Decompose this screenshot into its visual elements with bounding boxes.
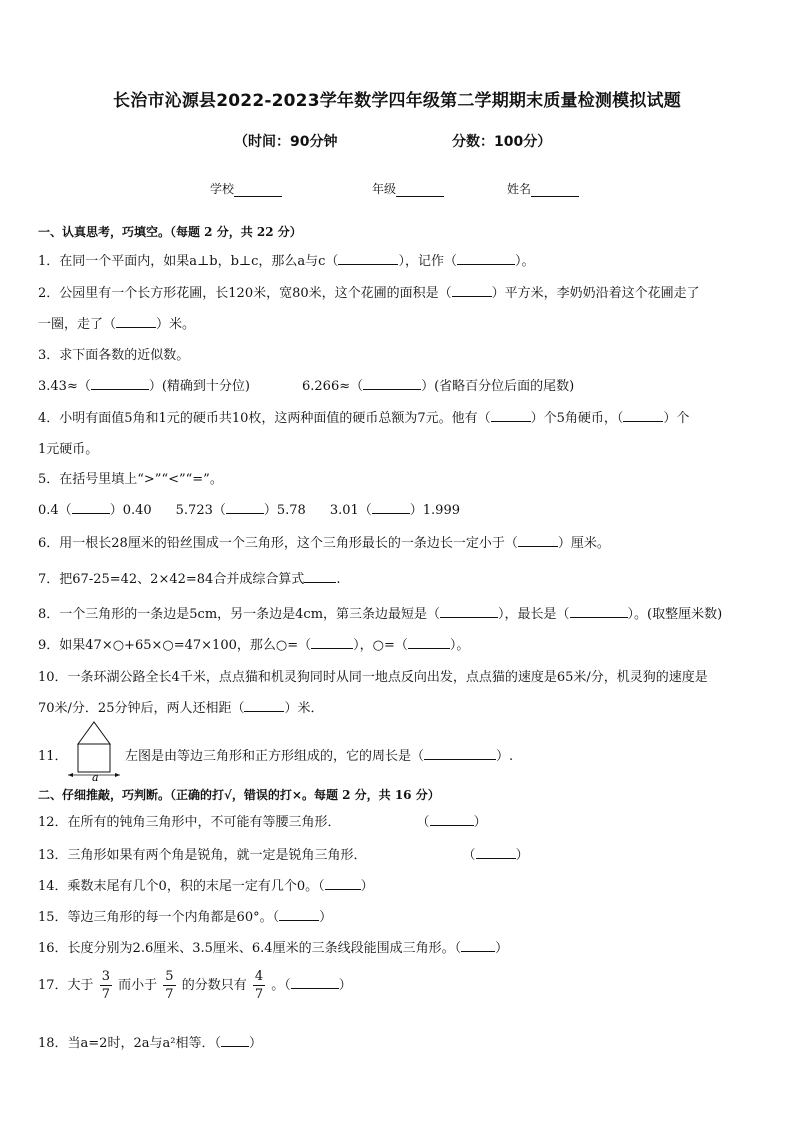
- figure-side-label: a: [92, 771, 99, 782]
- q15-blank[interactable]: [279, 920, 319, 921]
- q4-blank-2[interactable]: [623, 421, 663, 422]
- question-18: 18．当a=2时，2a与a²相等．（ ）: [38, 1036, 262, 1051]
- triangle-square-figure: [64, 720, 124, 782]
- q6-blank[interactable]: [518, 546, 558, 547]
- question-4-cont: 1元硬币。: [38, 442, 99, 457]
- question-10: 10．一条环湖公路全长4千米，点点猫和机灵狗同时从同一地点反向出发，点点猫的速度是65米/分，机灵狗的速度是: [38, 670, 708, 685]
- q7-blank[interactable]: [304, 582, 336, 583]
- name-blank[interactable]: [531, 184, 579, 197]
- q5-blank-3[interactable]: [372, 513, 410, 514]
- question-5-items: 0.4（ ）0.40 5.723（ ）5.78 3.01（ ）1.999: [38, 503, 460, 518]
- figure-square: [78, 744, 110, 772]
- name-field[interactable]: [507, 180, 579, 197]
- section-two-heading: 二、仔细推敲，巧判断。（正确的打√，错误的打×。每题 2 分，共 16 分）: [38, 788, 440, 802]
- figure-triangle: [78, 722, 110, 744]
- question-11: 左图是由等边三角形和正方形组成的，它的周长是（ ）.: [125, 749, 514, 764]
- q4-blank-1[interactable]: [491, 421, 531, 422]
- question-9: 9．如果47×○+65×○=47×100，那么○=（ ），○=（ ）。: [38, 638, 470, 653]
- question-1: 1．在同一个平面内，如果a⊥b，b⊥c，那么a与c（ ），记作（ ）。: [38, 254, 535, 269]
- q5-blank-1[interactable]: [72, 513, 110, 514]
- q8-blank-1[interactable]: [440, 617, 498, 618]
- time-label: （时间：90分钟: [234, 134, 338, 150]
- question-2-cont: 一圈，走了（ ）米。: [38, 317, 196, 332]
- q3-blank-2[interactable]: [363, 389, 421, 390]
- q10-blank[interactable]: [244, 711, 284, 712]
- section-one-heading: 一、认真思考，巧填空。（每题 2 分，共 22 分）: [38, 225, 302, 239]
- question-17: 17．大于 $\frac{3}{7}$ 而小于 $\frac{5}{7}$ 的分数只有 $\frac{4}{7}$ 。（ ）: [38, 969, 352, 1002]
- figure-arrow-left: [68, 773, 73, 777]
- name-label: 姓名: [507, 182, 532, 196]
- q1-blank-1[interactable]: [338, 264, 398, 265]
- q18-blank[interactable]: [221, 1046, 249, 1047]
- question-4: 4．小明有面值5角和1元的硬币共10枚，这两种面值的硬币总额为7元。他有（ ）个5角硬币，（ ）个: [38, 411, 690, 426]
- q2-blank-2[interactable]: [116, 327, 156, 328]
- q14-blank[interactable]: [325, 889, 361, 890]
- fraction-3-7: $\frac{3}{7}$: [101, 969, 110, 1002]
- q5-blank-2[interactable]: [226, 513, 264, 514]
- score-label: 分数：100分）: [452, 134, 552, 150]
- school-label: 学校: [210, 182, 235, 196]
- question-16: 16．长度分别为2.6厘米、3.5厘米、6.4厘米的三条线段能围成三角形。（ ）: [38, 941, 509, 956]
- question-10-cont: 70米/分．25分钟后，两人还相距（ ）米．: [38, 701, 324, 716]
- question-13: 13．三角形如果有两个角是锐角，就一定是锐角三角形． （ ）: [38, 848, 529, 863]
- q1-blank-2[interactable]: [457, 264, 515, 265]
- q9-blank-2[interactable]: [408, 648, 450, 649]
- question-6: 6．用一根长28厘米的铅丝围成一个三角形，这个三角形最长的一条边长一定小于（ ）厘米。: [38, 536, 610, 551]
- q2-blank-1[interactable]: [452, 296, 492, 297]
- q9-blank-1[interactable]: [311, 648, 353, 649]
- school-blank[interactable]: [234, 184, 282, 197]
- figure-arrow-right: [115, 773, 120, 777]
- grade-field[interactable]: [372, 180, 444, 197]
- q11-blank[interactable]: [424, 759, 496, 760]
- fraction-4-7: $\frac{4}{7}$: [254, 969, 264, 1002]
- q17-blank[interactable]: [291, 988, 339, 989]
- school-field[interactable]: [210, 180, 282, 197]
- grade-label: 年级: [372, 182, 397, 196]
- question-3: 3．求下面各数的近似数。: [38, 348, 190, 363]
- question-3-items: 3.43≈（ ）(精确到十分位) 6.266≈（ ）(省略百分位后面的尾数): [38, 379, 575, 394]
- question-5: 5．在括号里填上“>”“<”“=”。: [38, 472, 223, 487]
- question-8: 8．一个三角形的一条边是5cm，另一条边是4cm，第三条边最短是（ ），最长是（ ）。(取整厘米数): [38, 607, 723, 622]
- grade-blank[interactable]: [396, 184, 444, 197]
- question-2: 2．公园里有一个长方形花圃，长120米，宽80米，这个花圃的面积是（ ）平方米，李奶奶沿着这个花圃走了: [38, 286, 700, 301]
- fraction-5-7: $\frac{5}{7}$: [165, 969, 174, 1002]
- question-14: 14．乘数末尾有几个0，积的末尾一定有几个0。（ ）: [38, 879, 374, 894]
- q13-blank[interactable]: [476, 858, 516, 859]
- question-12: 12．在所有的钝角三角形中，不可能有等腰三角形． （ ）: [38, 815, 487, 830]
- q8-blank-2[interactable]: [570, 617, 628, 618]
- question-7: 7．把67-25=42、2×42=84合并成综合算式 .: [38, 572, 341, 587]
- q12-blank[interactable]: [430, 825, 474, 826]
- question-11-number: 11．: [38, 749, 68, 764]
- exam-title: 长治市沁源县2022-2023学年数学四年级第二学期期末质量检测模拟试题: [113, 91, 681, 111]
- q3-blank-1[interactable]: [91, 389, 149, 390]
- question-15: 15．等边三角形的每一个内角都是60°。（ ）: [38, 910, 333, 925]
- q16-blank[interactable]: [461, 951, 495, 952]
